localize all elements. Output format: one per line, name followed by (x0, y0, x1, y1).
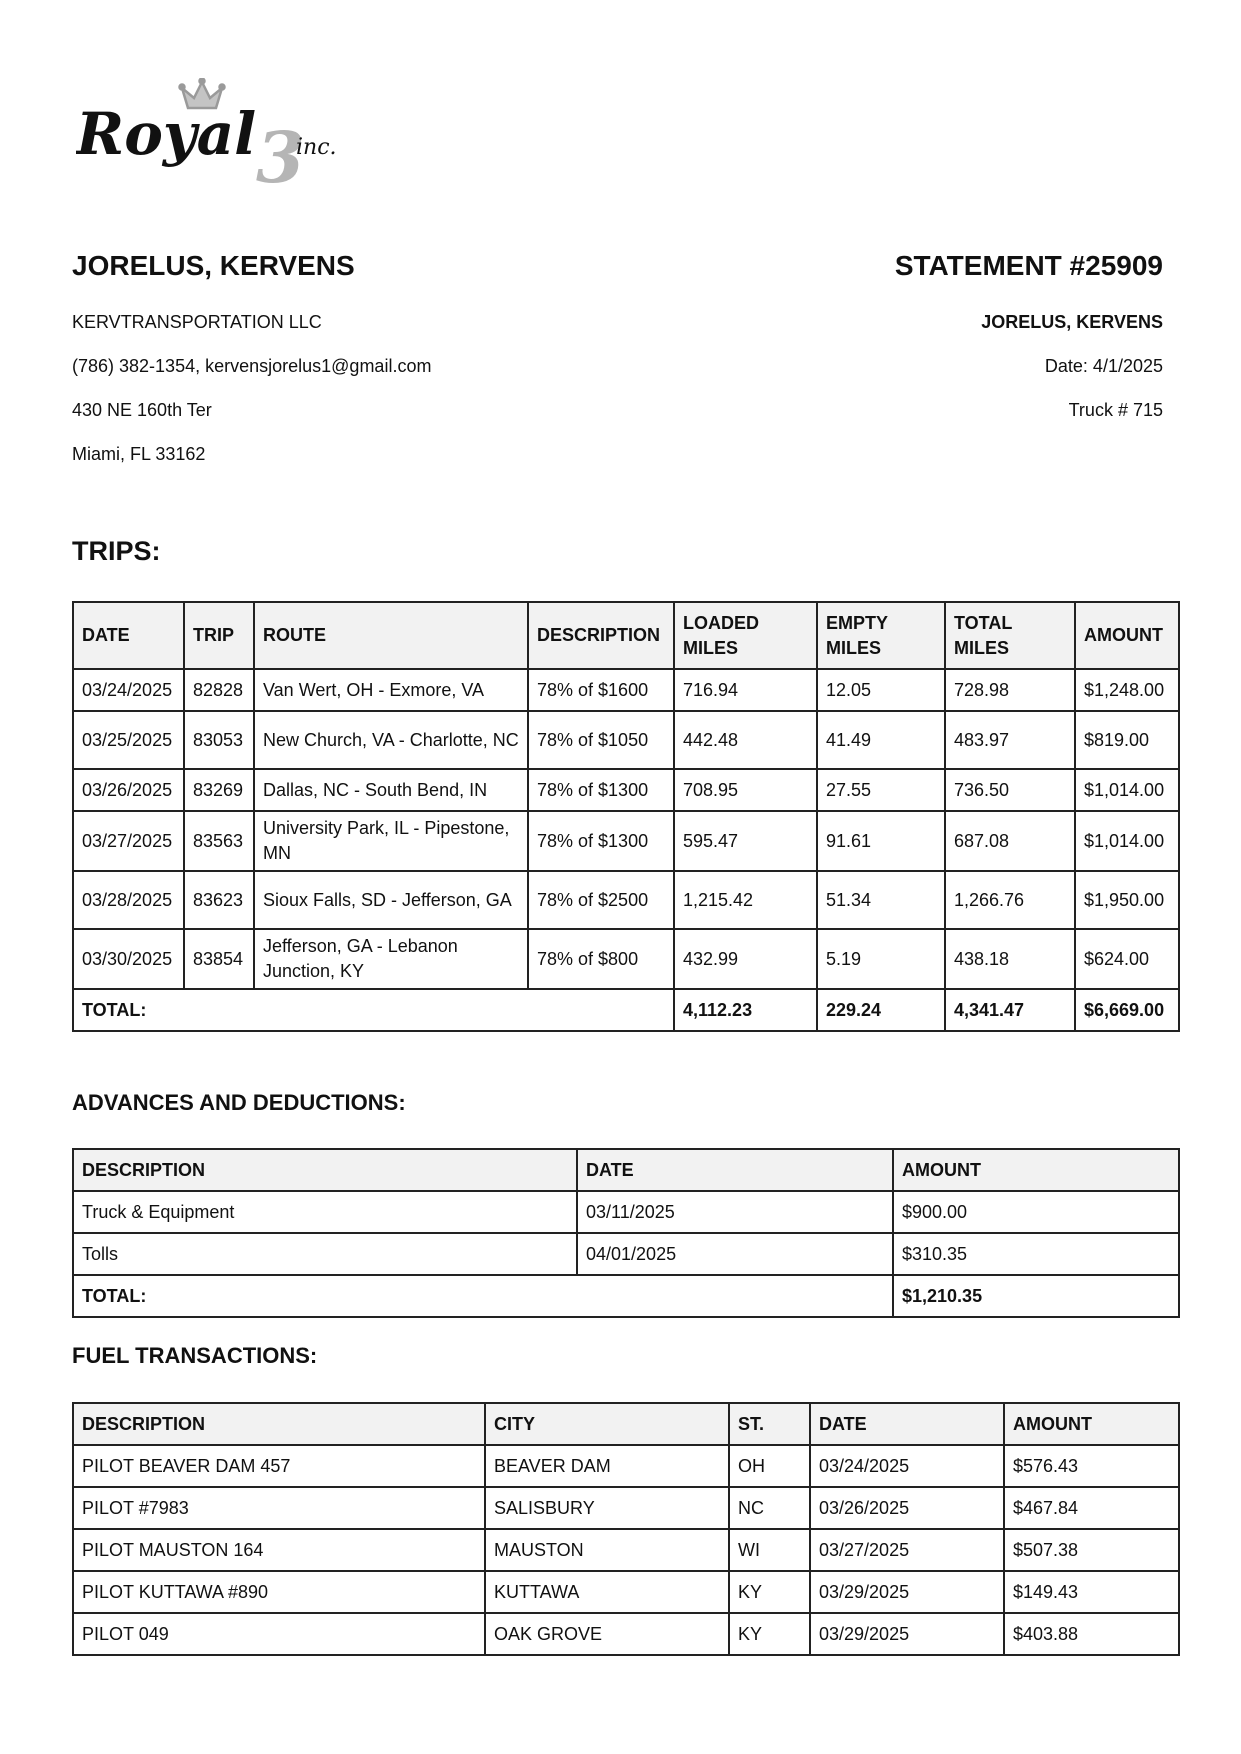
column-header: AMOUNT (1075, 602, 1179, 669)
table-cell: 78% of $1300 (528, 811, 674, 871)
table-cell: 736.50 (945, 769, 1075, 811)
table-cell: 03/24/2025 (810, 1445, 1004, 1487)
advances-heading: ADVANCES AND DEDUCTIONS: (72, 1090, 406, 1115)
table-row (73, 1191, 1179, 1233)
table-cell: 83563 (184, 811, 254, 871)
table-cell: 438.18 (945, 929, 1075, 989)
table-cell: OH (729, 1445, 810, 1487)
table-cell: BEAVER DAM (485, 1445, 729, 1487)
table-cell: 78% of $2500 (528, 871, 674, 929)
table-cell: 04/01/2025 (577, 1233, 893, 1275)
column-header: LOADED MILES (674, 602, 817, 669)
table-row (73, 871, 1179, 929)
table-cell: 1,266.76 (945, 871, 1075, 929)
table-cell: 442.48 (674, 711, 817, 769)
table-cell: $403.88 (1004, 1613, 1179, 1655)
table-cell: KY (729, 1613, 810, 1655)
table-cell: 03/27/2025 (810, 1529, 1004, 1571)
table-cell: 03/11/2025 (577, 1191, 893, 1233)
table-cell: 03/30/2025 (73, 929, 184, 989)
table-cell: 595.47 (674, 811, 817, 871)
fuel-heading: FUEL TRANSACTIONS: (72, 1343, 318, 1368)
table-cell: 83623 (184, 871, 254, 929)
total-label: TOTAL: (73, 989, 674, 1031)
table-cell: 51.34 (817, 871, 945, 929)
column-header: TOTAL MILES (945, 602, 1075, 669)
table-cell: PILOT BEAVER DAM 457 (73, 1445, 485, 1487)
table-cell: $310.35 (893, 1233, 1179, 1275)
table-cell: PILOT KUTTAWA #890 (73, 1571, 485, 1613)
total-miles: 4,341.47 (945, 989, 1075, 1031)
table-cell: OAK GROVE (485, 1613, 729, 1655)
table-cell: 03/26/2025 (810, 1487, 1004, 1529)
table-cell: $1,014.00 (1075, 769, 1179, 811)
table-cell: $1,248.00 (1075, 669, 1179, 711)
table-cell: 716.94 (674, 669, 817, 711)
truck-number: Truck # 715 (1068, 400, 1163, 420)
table-cell: 78% of $1050 (528, 711, 674, 769)
table-row (73, 1529, 1179, 1571)
table-row (73, 1445, 1179, 1487)
fuel-header-row (73, 1403, 1179, 1445)
statement-driver-name: JORELUS, KERVENS (981, 312, 1163, 332)
advances-total-row (73, 1275, 1179, 1317)
table-cell: PILOT MAUSTON 164 (73, 1529, 485, 1571)
table-cell: 41.49 (817, 711, 945, 769)
fuel-table (72, 1402, 1180, 1656)
table-row (73, 1233, 1179, 1275)
table-cell: Sioux Falls, SD - Jefferson, GA (254, 871, 528, 929)
table-row (73, 1613, 1179, 1655)
column-header: ST. (729, 1403, 810, 1445)
table-cell: $1,014.00 (1075, 811, 1179, 871)
table-cell: 83854 (184, 929, 254, 989)
column-header: DATE (577, 1149, 893, 1191)
column-header: DATE (73, 602, 184, 669)
table-cell: 91.61 (817, 811, 945, 871)
table-cell: $507.38 (1004, 1529, 1179, 1571)
table-cell: Van Wert, OH - Exmore, VA (254, 669, 528, 711)
table-cell: $819.00 (1075, 711, 1179, 769)
column-header: EMPTY MILES (817, 602, 945, 669)
table-cell: Truck & Equipment (73, 1191, 577, 1233)
table-cell: $467.84 (1004, 1487, 1179, 1529)
table-cell: $900.00 (893, 1191, 1179, 1233)
trips-table (72, 601, 1180, 1032)
driver-address-line1: 430 NE 160th Ter (72, 400, 212, 420)
table-cell: 03/28/2025 (73, 871, 184, 929)
table-cell: New Church, VA - Charlotte, NC (254, 711, 528, 769)
driver-contact: (786) 382-1354, kervensjorelus1@gmail.com (72, 356, 432, 376)
table-cell: 03/24/2025 (73, 669, 184, 711)
table-cell: KY (729, 1571, 810, 1613)
driver-name: JORELUS, KERVENS (72, 250, 355, 281)
table-cell: 03/29/2025 (810, 1571, 1004, 1613)
trips-heading: TRIPS: (72, 536, 161, 566)
column-header: AMOUNT (893, 1149, 1179, 1191)
statement-date: Date: 4/1/2025 (1044, 356, 1163, 376)
column-header: CITY (485, 1403, 729, 1445)
table-cell: 708.95 (674, 769, 817, 811)
trips-total-row (73, 989, 1179, 1031)
company-logo (76, 78, 386, 198)
column-header: AMOUNT (1004, 1403, 1179, 1445)
table-row (73, 669, 1179, 711)
table-cell: SALISBURY (485, 1487, 729, 1529)
company-name: KERVTRANSPORTATION LLC (72, 312, 322, 332)
advances-header-row (73, 1149, 1179, 1191)
column-header: DESCRIPTION (528, 602, 674, 669)
table-cell: Tolls (73, 1233, 577, 1275)
total-label: TOTAL: (73, 1275, 893, 1317)
trips-header-row (73, 602, 1179, 669)
svg-text:inc.: inc. (296, 135, 337, 160)
table-cell: WI (729, 1529, 810, 1571)
svg-text:3: 3 (256, 116, 305, 198)
table-cell: $576.43 (1004, 1445, 1179, 1487)
table-cell: 03/27/2025 (73, 811, 184, 871)
table-cell: MAUSTON (485, 1529, 729, 1571)
table-cell: 687.08 (945, 811, 1075, 871)
table-cell: 1,215.42 (674, 871, 817, 929)
table-cell: 03/25/2025 (73, 711, 184, 769)
table-row (73, 811, 1179, 871)
table-cell: 12.05 (817, 669, 945, 711)
table-cell: 432.99 (674, 929, 817, 989)
table-cell: KUTTAWA (485, 1571, 729, 1613)
table-cell: $149.43 (1004, 1571, 1179, 1613)
table-row (73, 1487, 1179, 1529)
table-cell: Jefferson, GA - Lebanon Junction, KY (254, 929, 528, 989)
table-row (73, 711, 1179, 769)
table-cell: 03/29/2025 (810, 1613, 1004, 1655)
advances-total-amount: $1,210.35 (893, 1275, 1179, 1317)
column-header: DATE (810, 1403, 1004, 1445)
column-header: DESCRIPTION (73, 1149, 577, 1191)
table-cell: $1,950.00 (1075, 871, 1179, 929)
column-header: ROUTE (254, 602, 528, 669)
table-row (73, 1571, 1179, 1613)
advances-table (72, 1148, 1180, 1318)
table-cell: 483.97 (945, 711, 1075, 769)
column-header: TRIP (184, 602, 254, 669)
table-cell: 728.98 (945, 669, 1075, 711)
table-row (73, 929, 1179, 989)
table-cell: 82828 (184, 669, 254, 711)
total-loaded-miles: 4,112.23 (674, 989, 817, 1031)
table-cell: 27.55 (817, 769, 945, 811)
driver-address-line2: Miami, FL 33162 (72, 444, 206, 464)
table-cell: 78% of $800 (528, 929, 674, 989)
table-cell: 03/26/2025 (73, 769, 184, 811)
table-cell: PILOT 049 (73, 1613, 485, 1655)
table-cell: $624.00 (1075, 929, 1179, 989)
total-empty-miles: 229.24 (817, 989, 945, 1031)
table-cell: PILOT #7983 (73, 1487, 485, 1529)
table-cell: 5.19 (817, 929, 945, 989)
table-row (73, 769, 1179, 811)
table-cell: University Park, IL - Pipestone, MN (254, 811, 528, 871)
table-cell: 83269 (184, 769, 254, 811)
table-cell: Dallas, NC - South Bend, IN (254, 769, 528, 811)
total-amount: $6,669.00 (1075, 989, 1179, 1031)
table-cell: 78% of $1600 (528, 669, 674, 711)
column-header: DESCRIPTION (73, 1403, 485, 1445)
statement-title: STATEMENT #25909 (894, 250, 1163, 281)
table-cell: NC (729, 1487, 810, 1529)
table-cell: 78% of $1300 (528, 769, 674, 811)
svg-text:Royal: Royal (76, 100, 257, 168)
table-cell: 83053 (184, 711, 254, 769)
